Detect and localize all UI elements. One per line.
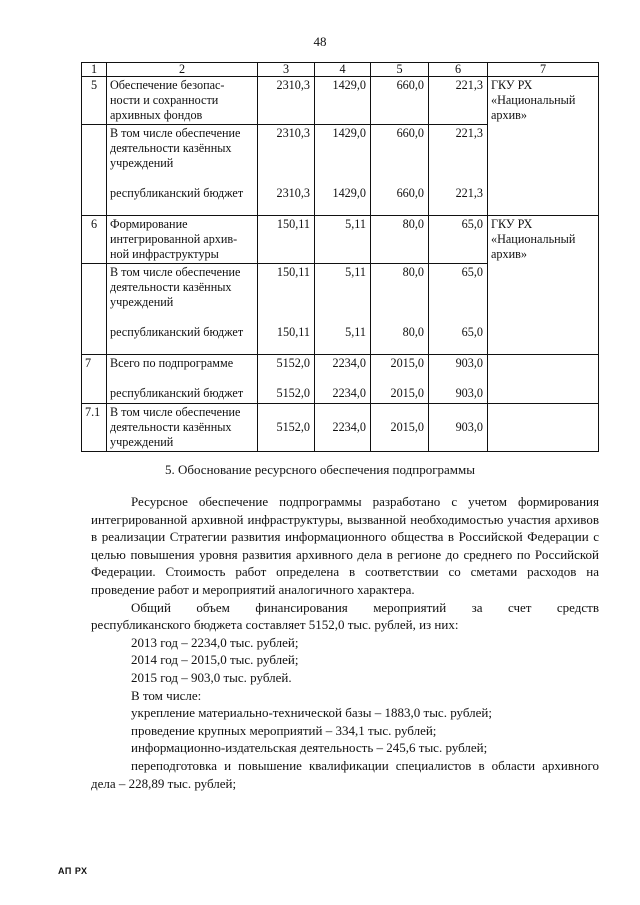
paragraph-spread-line — [91, 599, 599, 617]
header-cell: 1 — [82, 63, 107, 77]
value-cell — [315, 125, 371, 216]
table-row — [82, 77, 599, 125]
value-cell — [429, 404, 488, 452]
value-cell — [315, 264, 371, 355]
value: 2234,0 — [332, 386, 366, 400]
value-cell: 660,0 — [371, 77, 429, 125]
value: 5,11 — [345, 265, 366, 279]
value: 903,0 — [455, 420, 483, 434]
header-cell: 7 — [488, 63, 599, 77]
row-name — [107, 355, 258, 404]
section-title: 5. Обоснование ресурсного обеспечения подпрограммы — [164, 462, 475, 477]
header-cell: 6 — [429, 63, 488, 77]
body-text — [91, 493, 599, 792]
value-cell — [371, 264, 429, 355]
word: финансирования — [255, 599, 348, 615]
value: 2015,0 — [390, 356, 424, 370]
value: 80,0 — [402, 265, 424, 279]
value: 2015,0 — [390, 420, 424, 434]
value-cell — [371, 404, 429, 452]
value: 903,0 — [455, 386, 483, 400]
value: 5152,0 — [276, 386, 310, 400]
value-cell — [371, 355, 429, 404]
value: 5152,0 — [276, 356, 310, 370]
list-item: 2014 год – 2015,0 тыс. рублей; — [131, 652, 299, 668]
header-cell: 2 — [107, 63, 258, 77]
list-item: 2013 год – 2234,0 тыс. рублей; — [131, 634, 299, 650]
row-subitems — [107, 264, 258, 355]
value: 2015,0 — [390, 386, 424, 400]
value: 221,3 — [455, 126, 483, 140]
subitem-name: В том числе обеспечение деятельности казённых учреждений — [110, 265, 241, 309]
table-header-row — [82, 63, 599, 77]
value-cell — [429, 125, 488, 216]
row-number: 7.1 — [82, 404, 107, 452]
row-number-empty — [82, 125, 107, 216]
value: 903,0 — [455, 356, 483, 370]
executor-cell-empty — [488, 404, 599, 452]
subitem-name: республиканский бюджет — [110, 325, 244, 339]
value: 65,0 — [461, 265, 483, 279]
footer-mark: АП РХ — [58, 866, 88, 876]
value-cell — [315, 404, 371, 452]
table-row — [82, 355, 599, 404]
value: 150,11 — [276, 265, 310, 279]
word: Общий — [131, 599, 171, 615]
value-cell — [429, 355, 488, 404]
list-item: информационно-издательская деятельность – 245,6 тыс. рублей; — [131, 740, 488, 756]
list-item: укрепление материально-технической базы – 1883,0 тыс. рублей; — [131, 705, 492, 721]
value-cell — [371, 125, 429, 216]
value: 1429,0 — [332, 186, 366, 200]
value-cell — [258, 125, 315, 216]
table-row — [82, 404, 599, 452]
word: средств — [556, 599, 599, 615]
value: 2310,3 — [276, 186, 310, 200]
value: 5152,0 — [276, 420, 310, 434]
list-item: 2015 год – 903,0 тыс. рублей. — [131, 669, 292, 685]
word: за — [471, 599, 483, 615]
value: 2310,3 — [276, 126, 310, 140]
value-cell: 1429,0 — [315, 77, 371, 125]
word: объем — [196, 599, 230, 615]
subitem-name: республиканский бюджет — [110, 386, 244, 400]
budget-table — [81, 62, 599, 452]
executor-cell: ГКУ РХ «Национальный архив» — [488, 77, 599, 216]
row-number-empty — [82, 264, 107, 355]
paragraph: республиканского бюджета составляет 5152,0 тыс. рублей, из них: — [91, 617, 459, 633]
value-cell — [258, 264, 315, 355]
value: 660,0 — [396, 126, 424, 140]
subitem-name: В том числе обеспечение деятельности казённых учреждений — [110, 126, 241, 170]
row-subitems — [107, 125, 258, 216]
value-cell: 221,3 — [429, 77, 488, 125]
table-row — [82, 216, 599, 264]
paragraph: переподготовка и повышение квалификации специалистов в области архивного дела – 228,89 тыс. рублей; — [91, 757, 599, 791]
header-cell: 3 — [258, 63, 315, 77]
value-cell — [315, 355, 371, 404]
header-cell: 4 — [315, 63, 371, 77]
value-cell: 5,11 — [315, 216, 371, 264]
value-cell — [258, 404, 315, 452]
value-cell: 65,0 — [429, 216, 488, 264]
word: счет — [507, 599, 532, 615]
value: 2234,0 — [332, 356, 366, 370]
value: 65,0 — [461, 325, 483, 339]
value-cell: 2310,3 — [258, 77, 315, 125]
value-cell: 80,0 — [371, 216, 429, 264]
value: 1429,0 — [332, 126, 366, 140]
paragraph: Ресурсное обеспечение подпрограммы разработано с учетом формирования интегрированной архивной инфраструктуры, вызванной необходимостью участия архивов в реализации Стратегии развития информационного общества в Российской Федерации с целью повышения уровня развития архивного дела в регионе до среднего по Российской Федерации. Стоимость работ определена в соответствии со сметами расходов на проведение работ и мероприятий аналогичного характера. — [91, 494, 599, 597]
value: 2234,0 — [332, 420, 366, 434]
value: 660,0 — [396, 186, 424, 200]
list-item: В том числе: — [131, 687, 202, 703]
row-number: 7 — [82, 355, 107, 404]
budget-table-container — [81, 62, 599, 452]
row-name: Обеспечение безопас-ности и сохранности архивных фондов — [107, 77, 258, 125]
value: 150,11 — [276, 325, 310, 339]
value: 5,11 — [345, 325, 366, 339]
page-number: 48 — [313, 34, 327, 49]
value-cell: 150,11 — [258, 216, 315, 264]
executor-cell-empty — [488, 355, 599, 404]
value-cell — [258, 355, 315, 404]
word: мероприятий — [373, 599, 447, 615]
executor-cell: ГКУ РХ «Национальный архив» — [488, 216, 599, 355]
row-name: В том числе обеспечение деятельности казённых учреждений — [107, 404, 258, 452]
row-name: Формирование интегрированной архив-ной инфраструктуры — [107, 216, 258, 264]
row-number: 5 — [82, 77, 107, 125]
value-cell — [429, 264, 488, 355]
subitem-name: республиканский бюджет — [110, 186, 244, 200]
row-number: 6 — [82, 216, 107, 264]
value: 221,3 — [455, 186, 483, 200]
header-cell: 5 — [371, 63, 429, 77]
list-item: проведение крупных мероприятий – 334,1 тыс. рублей; — [131, 722, 437, 738]
value: 80,0 — [402, 325, 424, 339]
total-label: Всего по подпрограмме — [110, 356, 234, 370]
